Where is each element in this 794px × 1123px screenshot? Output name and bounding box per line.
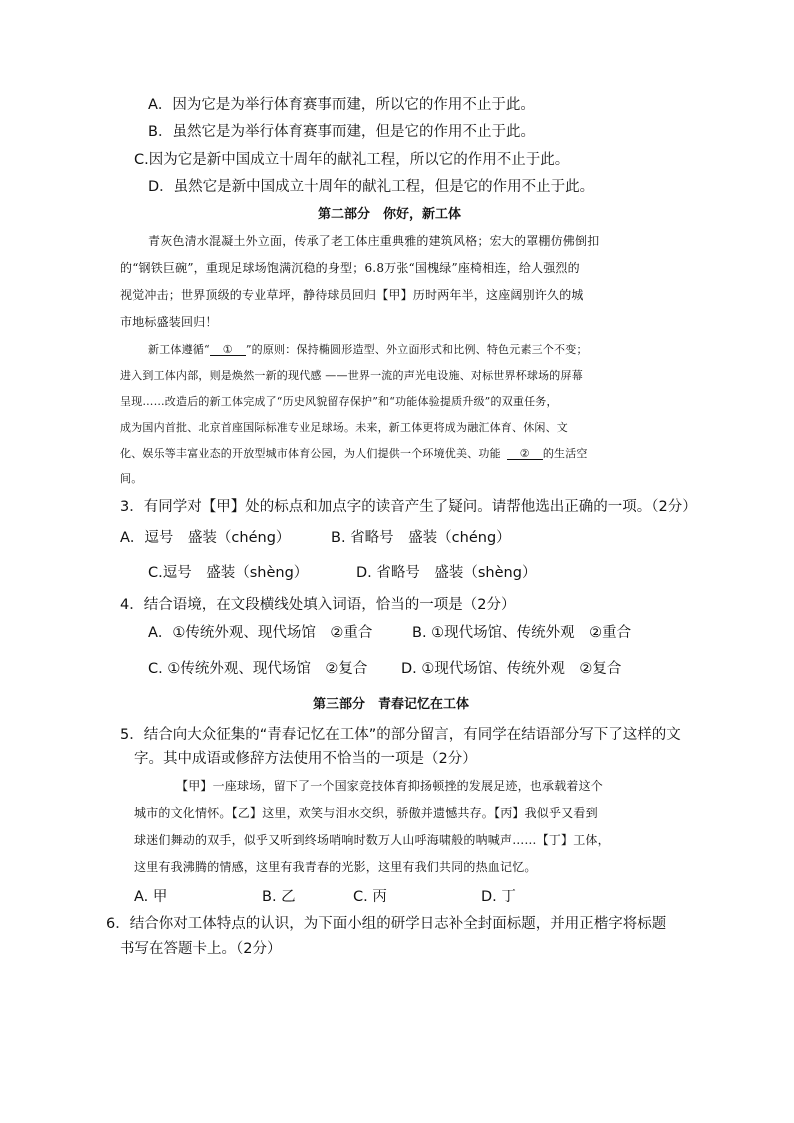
option-c: C.因为它是新中国成立十周年的献礼工程，所以它的作用不止于此。 [134, 152, 570, 168]
question-6-stem: 书写在答题卡上。（2分） [120, 941, 282, 957]
question-5-stem: 字。其中成语或修辞方法使用不恰当的一项是（2分） [134, 751, 477, 767]
question-4-option-c: C. ①传统外观、现代场馆 ②复合 [148, 661, 368, 677]
passage-text: 新工体遵循“ [148, 343, 210, 356]
option-b: B．虽然它是为举行体育赛事而建，但是它的作用不止于此。 [148, 124, 535, 140]
blank-2-marker: ② [519, 447, 530, 460]
option-a: A．因为它是为举行体育赛事而建，所以它的作用不止于此。 [148, 97, 535, 113]
passage-line [148, 344, 588, 356]
part3-heading: 第三部分 青春记忆在工体 [313, 697, 470, 712]
question-5-option-d: D. 丁 [481, 889, 516, 905]
passage-line: 成为国内首批、北京首座国际标准专业足球场。未来，新工体更将成为融汇体育、休闲、文 [120, 421, 568, 434]
quote-line: 城市的文化情怀。【乙】这里，欢笑与泪水交织，骄傲并遗憾共存。【丙】我似乎又看到 [134, 806, 598, 820]
question-3-stem: 3．有同学对【甲】处的标点和加点字的读音产生了疑问。请帮他选出正确的一项。（2分） [120, 499, 697, 515]
option-d: D．虽然它是新中国成立十周年的献礼工程，但是它的作用不止于此。 [148, 179, 595, 195]
passage-line: 青灰色清水混凝土外立面，传承了老工体庄重典雅的建筑风格；宏大的罩棚仿佛倒扣 [148, 234, 600, 248]
question-3-option-c: C.逗号 盛装（shèng） [148, 565, 309, 581]
question-3-option-d: D. 省略号 盛装（shèng） [356, 565, 537, 581]
passage-line: 进入到工体内部，则是焕然一新的现代感 ——世界一流的声光电设施、对标世界杯球场的屏幕 [120, 369, 583, 382]
question-5-option-b: B. 乙 [262, 889, 296, 905]
question-4-option-a: A．①传统外观、现代场馆 ②重合 [148, 625, 373, 641]
question-4-option-d: D. ①现代场馆、传统外观 ②复合 [401, 661, 622, 677]
question-4-stem: 4．结合语境，在文段横线处填入词语，恰当的一项是（2分） [120, 597, 516, 613]
passage-line: 市地标盛装回归！ [120, 315, 218, 329]
question-3-option-b: B. 省略号 盛装（chéng） [331, 530, 511, 546]
passage-line: 呈现……改造后的新工体完成了“历史风貌留存保护”和“功能体验提质升级”的双重任务， [120, 395, 558, 408]
passage-line: 的“钢铁巨碗”，重现足球场饱满沉稳的身型；6.8万张“国槐绿”座椅相连，给人强烈的 [120, 261, 580, 275]
part2-heading: 第二部分 你好，新工体 [318, 207, 462, 222]
passage-line [120, 448, 588, 460]
passage-line: 视觉冲击；世界顶级的专业草坪，静待球员回归【甲】历时两年半，这座阔别许久的城 [120, 288, 584, 302]
passage-text: 的生活空 [542, 447, 588, 460]
question-5-option-a: A. 甲 [134, 889, 168, 905]
blank-2 [507, 448, 543, 460]
blank-1-marker: ① [222, 343, 233, 356]
question-6-stem: 6．结合你对工体特点的认识，为下面小组的研学日志补全封面标题，并用正楷字将标题 [106, 916, 667, 932]
question-5-stem: 5．结合向大众征集的“青春记忆在工体”的部分留言，有同学在结语部分写下了这样的文 [120, 727, 681, 743]
passage-line: 间。 [120, 472, 143, 485]
quote-line: 这里有我沸腾的情感，这里有我青春的光影，这里有我们共同的热血记忆。 [134, 860, 537, 874]
quote-line: 【甲】一座球场，留下了一个国家竞技体育抑扬顿挫的发展足迹，也承载着这个 [176, 779, 604, 793]
question-4-option-b: B. ①现代场馆、传统外观 ②重合 [412, 625, 632, 641]
question-3-option-a: A．逗号 盛装（chéng） [120, 530, 291, 546]
passage-text: ”的原则：保持椭圆形造型、外立面形式和比例、特色元素三个不变； [245, 343, 588, 356]
blank-1 [210, 344, 246, 356]
question-5-option-c: C. 丙 [353, 889, 387, 905]
quote-line: 球迷们舞动的双手，似乎又听到终场哨响时数万人山呼海啸般的呐喊声……【丁】工体， [134, 833, 610, 847]
passage-text: 化、娱乐等丰富业态的开放型城市体育公园，为人们提供一个环境优美、功能 [120, 447, 501, 460]
